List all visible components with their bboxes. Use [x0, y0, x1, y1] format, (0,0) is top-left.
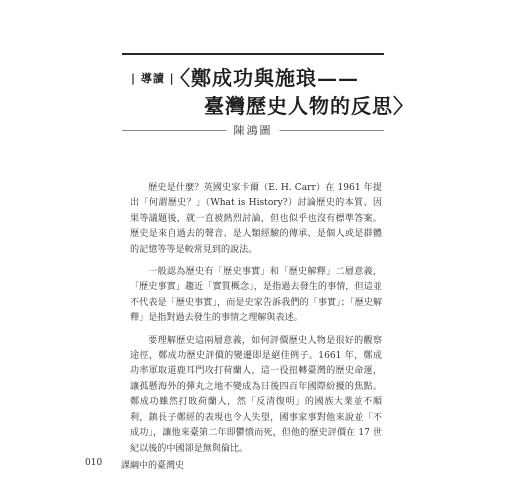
article-body: [130, 181, 382, 464]
author-byline: [122, 120, 384, 140]
header-rule: [122, 53, 384, 55]
paragraph: 要理解歷史這兩層意義，如何評價歷史人物是很好的觀察途徑，鄭成功歷史評價的變遷即是絕佳例子。1661 年，鄭成功率軍取道鹿耳門攻打荷蘭人，這一役扭轉臺灣的歷史命運，讓孤懸海外的彈丸之地不變成為日後四百年國際紛擾的焦點。鄭成功雖然打敗荷蘭人，然「反清復明」的國族大業並不順利，鎮長子鄭經的表現也令人失望，國事家事對他來說並「不成功」，讓他來臺第二年即鬱憤而死，但他的歷史評價在 17 世紀以後的中國卻是無與倫比。: [130, 335, 382, 454]
page-title-line-1: 〈鄭成功與施琅——: [170, 66, 359, 90]
paragraph: 一般認為歷史有「歷史事實」和「歷史解釋」二層意義，「歷史事實」趨近「實質概念」，是指過去發生的事情，但這並不代表是「歷史事實」，而是史家告訴我們的「事實」；「歷史解釋」是指對過去發生的事情之理解與表述。: [130, 267, 382, 324]
paragraph: 歷史是什麼？英國史家卡爾（E. H. Carr）在 1961 年提出「何謂歷史？」（What is History?）討論歷史的本質、因果等議題後，就一直被熱烈討論，但也似乎也沒有標準答案。歷史是來自過去的聲音、是人類經驗的傳承、是個人或是群體的記憶等等是較常見到的說法。: [130, 183, 382, 255]
page-number: 010: [85, 458, 103, 468]
section-tag: | 導讀 |: [131, 72, 175, 85]
page-title-line-2: 臺灣歷史人物的反思〉: [204, 94, 414, 118]
running-head: 課綱中的臺灣史: [121, 461, 185, 471]
author-name: 陳鴻圖: [227, 122, 280, 138]
